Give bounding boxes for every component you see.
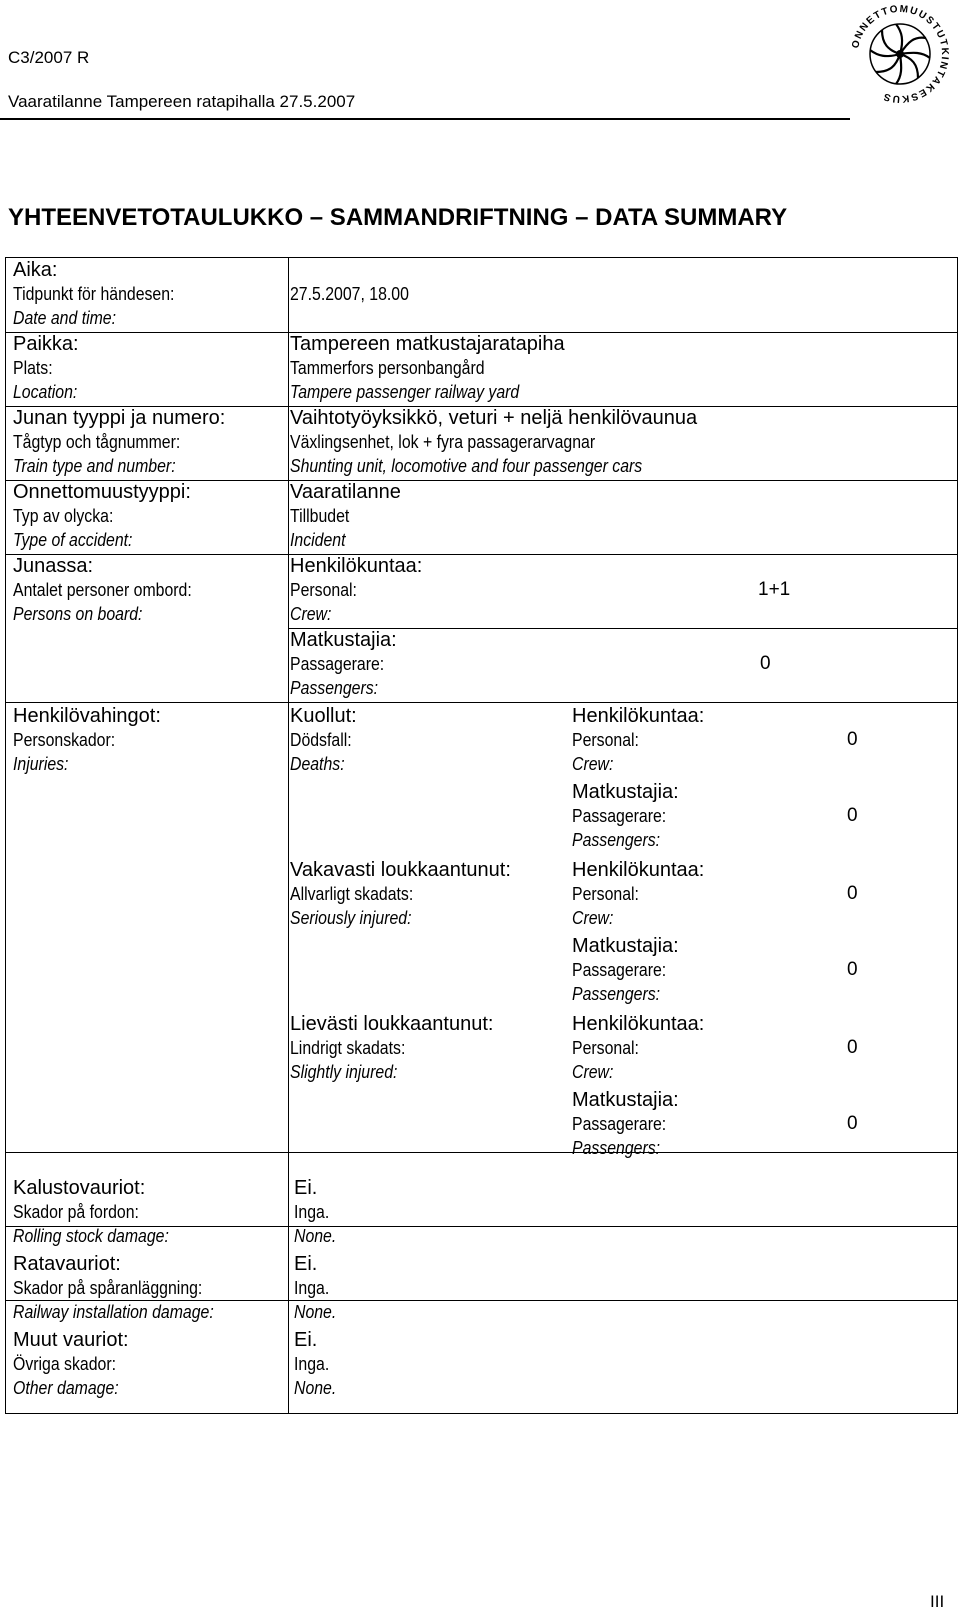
railway-label-fi: Ratavauriot:: [13, 1253, 121, 1275]
other-damage-label-en: Other damage:: [13, 1378, 119, 1398]
rolling-stock-label-sv: Skador på fordon:: [13, 1202, 139, 1222]
train-value-fi: Vaihtotyöyksikkö, veturi + neljä henkilövaunua: [290, 407, 698, 429]
agency-logo-seal: [848, 2, 952, 106]
time-label-en: Date and time:: [13, 308, 117, 328]
other-damage-value-fi: Ei.: [294, 1329, 318, 1351]
deaths-pass-fi: Matkustajia:: [572, 781, 679, 803]
location-value-sv: Tammerfors personbangård: [290, 358, 485, 378]
time-label-fi: Aika:: [13, 259, 58, 281]
railway-label-sv: Skador på spåranläggning:: [13, 1278, 203, 1298]
row-divider: [5, 1152, 958, 1153]
other-damage-value-sv: Inga.: [294, 1354, 330, 1374]
other-damage-value-en: None.: [294, 1378, 337, 1398]
serious-crew-en: Crew:: [572, 908, 614, 928]
accident-type-value-en: Incident: [290, 530, 346, 550]
svg-text:ONNETTOMUUSTUTKINTAKESKUS: ONNETTOMUUSTUTKINTAKESKUS: [850, 3, 951, 105]
rolling-stock-label-en: Rolling stock damage:: [13, 1226, 169, 1246]
location-label-en: Location:: [13, 382, 78, 402]
deaths-crew-value: 0: [847, 729, 858, 750]
header-rule: [0, 118, 850, 120]
rolling-stock-value-fi: Ei.: [294, 1177, 318, 1199]
rolling-stock-label-fi: Kalustovauriot:: [13, 1177, 146, 1199]
serious-pass-sv: Passagerare:: [572, 960, 667, 980]
slight-label-fi: Lievästi loukkaantunut:: [290, 1013, 494, 1035]
serious-crew-value: 0: [847, 883, 858, 904]
slight-label-sv: Lindrigt skadats:: [290, 1038, 406, 1058]
location-label-fi: Paikka:: [13, 333, 79, 355]
time-label-sv: Tidpunkt för händesen:: [13, 284, 175, 304]
serious-crew-sv: Personal:: [572, 884, 639, 904]
location-value-fi: Tampereen matkustajaratapiha: [290, 333, 565, 355]
slight-pass-sv: Passagerare:: [572, 1114, 667, 1134]
other-damage-label-fi: Muut vauriot:: [13, 1329, 129, 1351]
serious-label-en: Seriously injured:: [290, 908, 412, 928]
slight-pass-fi: Matkustajia:: [572, 1089, 679, 1111]
railway-value-en: None.: [294, 1302, 337, 1322]
injuries-label-en: Injuries:: [13, 754, 69, 774]
report-code: C3/2007 R: [8, 48, 90, 67]
slight-crew-en: Crew:: [572, 1062, 614, 1082]
onboard-label-fi: Junassa:: [13, 555, 94, 577]
serious-pass-value: 0: [847, 959, 858, 980]
deaths-crew-sv: Personal:: [572, 730, 639, 750]
onboard-pass-sv: Passagerare:: [290, 654, 385, 674]
accident-type-label-fi: Onnettomuustyyppi:: [13, 481, 191, 503]
injuries-label-fi: Henkilövahingot:: [13, 705, 161, 727]
railway-value-fi: Ei.: [294, 1253, 318, 1275]
accident-type-label-en: Type of accident:: [13, 530, 133, 550]
train-label-sv: Tågtyp och tågnummer:: [13, 432, 181, 452]
deaths-label-en: Deaths:: [290, 754, 345, 774]
onboard-label-en: Persons on board:: [13, 604, 143, 624]
deaths-pass-value: 0: [847, 805, 858, 826]
injuries-label-sv: Personskador:: [13, 730, 116, 750]
deaths-pass-en: Passengers:: [572, 830, 661, 850]
slight-pass-en: Passengers:: [572, 1138, 661, 1158]
deaths-pass-sv: Passagerare:: [572, 806, 667, 826]
serious-label-sv: Allvarligt skadats:: [290, 884, 414, 904]
location-value-en: Tampere passenger railway yard: [290, 382, 520, 402]
railway-value-sv: Inga.: [294, 1278, 330, 1298]
onboard-pass-fi: Matkustajia:: [290, 629, 397, 651]
onboard-crew-value: 1+1: [758, 579, 791, 600]
page-title: YHTEENVETOTAULUKKO – SAMMANDRIFTNING – DATA SUMMARY: [8, 204, 788, 231]
train-label-en: Train type and number:: [13, 456, 176, 476]
location-label-sv: Plats:: [13, 358, 53, 378]
train-value-sv: Växlingsenhet, lok + fyra passagerarvagnar: [290, 432, 596, 452]
onboard-label-sv: Antalet personer ombord:: [13, 580, 192, 600]
rolling-stock-value-sv: Inga.: [294, 1202, 330, 1222]
serious-crew-fi: Henkilökuntaa:: [572, 859, 705, 881]
slight-label-en: Slightly injured:: [290, 1062, 398, 1082]
serious-label-fi: Vakavasti loukkaantunut:: [290, 859, 511, 881]
deaths-crew-fi: Henkilökuntaa:: [572, 705, 705, 727]
time-value: 27.5.2007, 18.00: [290, 284, 409, 304]
railway-label-en: Railway installation damage:: [13, 1302, 214, 1322]
deaths-label-sv: Dödsfall:: [290, 730, 352, 750]
page-number: III: [930, 1592, 945, 1611]
slight-crew-fi: Henkilökuntaa:: [572, 1013, 705, 1035]
accident-type-label-sv: Typ av olycka:: [13, 506, 114, 526]
rolling-stock-value-en: None.: [294, 1226, 337, 1246]
slight-crew-value: 0: [847, 1037, 858, 1058]
report-subtitle: Vaaratilanne Tampereen ratapihalla 27.5.2007: [8, 92, 356, 111]
onboard-crew-fi: Henkilökuntaa:: [290, 555, 423, 577]
slight-crew-sv: Personal:: [572, 1038, 639, 1058]
onboard-crew-en: Crew:: [290, 604, 332, 624]
other-damage-label-sv: Övriga skador:: [13, 1354, 117, 1374]
accident-type-value-fi: Vaaratilanne: [290, 481, 401, 503]
train-label-fi: Junan tyyppi ja numero:: [13, 407, 226, 429]
deaths-label-fi: Kuollut:: [290, 705, 357, 727]
onboard-crew-sv: Personal:: [290, 580, 357, 600]
onboard-pass-value: 0: [760, 653, 771, 674]
onboard-pass-en: Passengers:: [290, 678, 379, 698]
column-divider: [288, 257, 289, 1414]
serious-pass-fi: Matkustajia:: [572, 935, 679, 957]
row-divider: [5, 554, 958, 555]
train-value-en: Shunting unit, locomotive and four passenger cars: [290, 456, 643, 476]
accident-type-value-sv: Tillbudet: [290, 506, 350, 526]
deaths-crew-en: Crew:: [572, 754, 614, 774]
slight-pass-value: 0: [847, 1113, 858, 1134]
row-divider: [5, 702, 958, 703]
serious-pass-en: Passengers:: [572, 984, 661, 1004]
